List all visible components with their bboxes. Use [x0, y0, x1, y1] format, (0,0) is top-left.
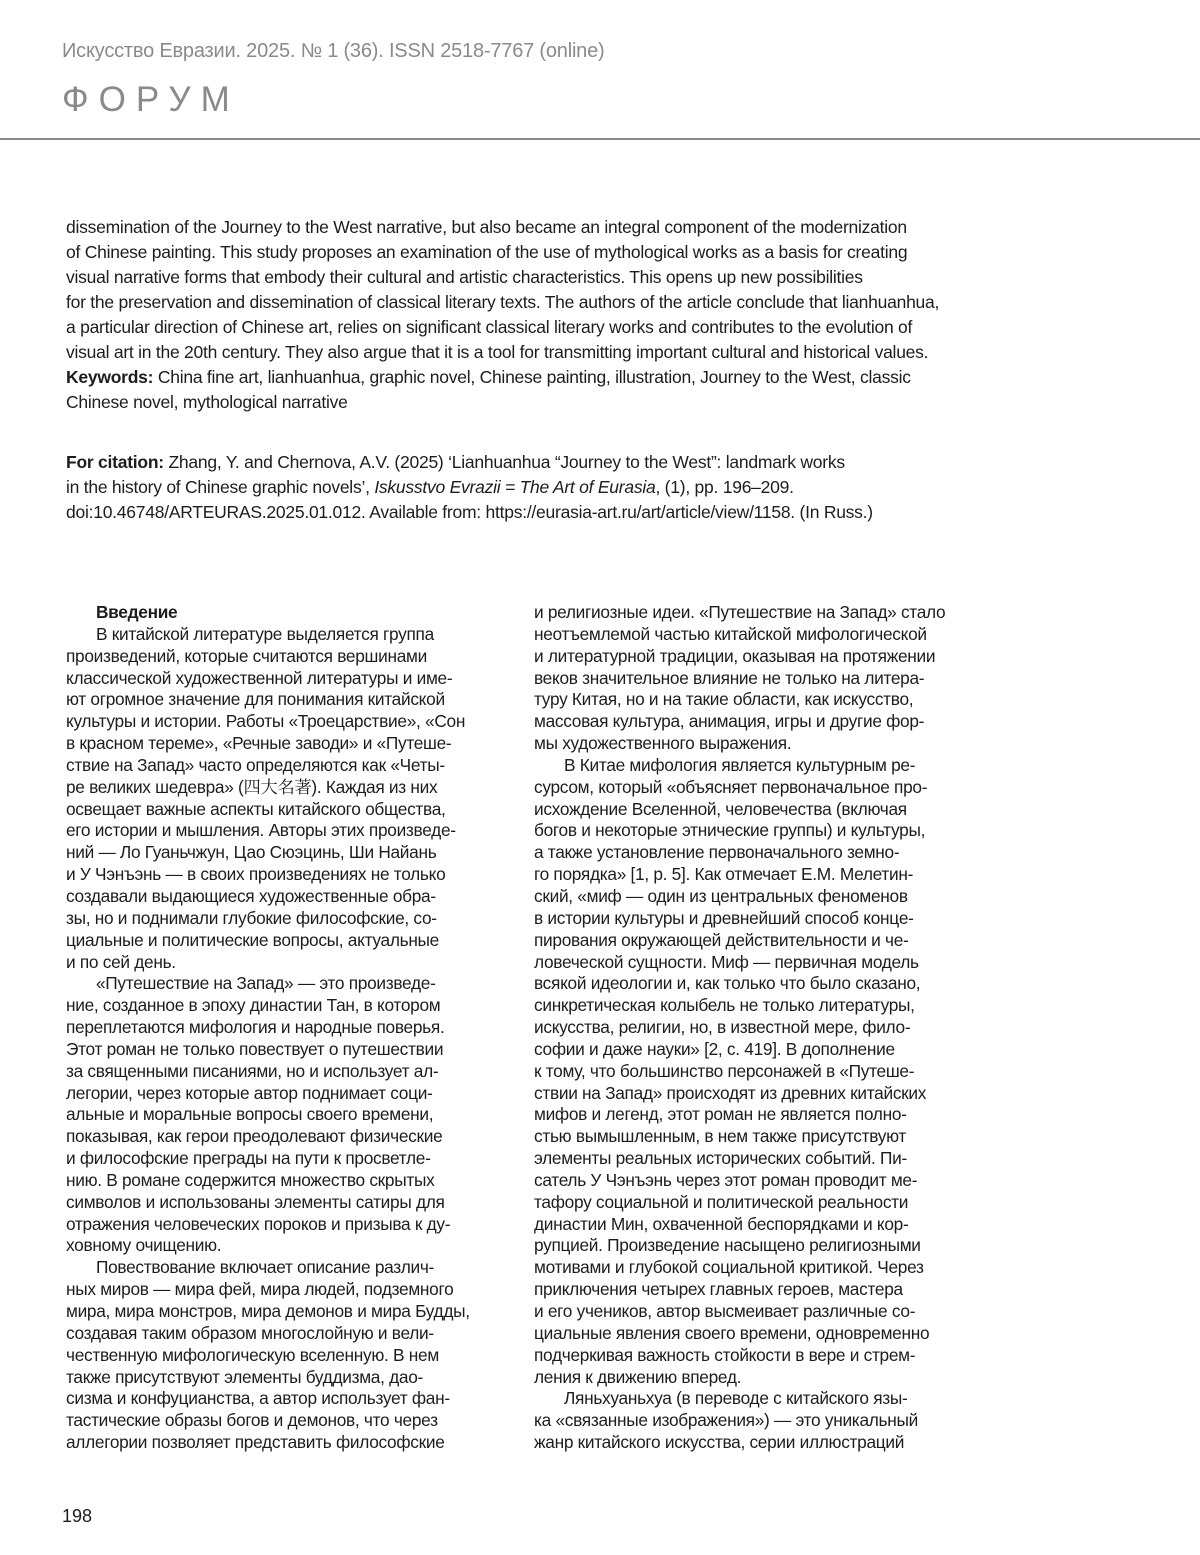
section-heading: Введение — [96, 602, 178, 622]
body-line: Повествование включает описание различ- — [96, 1257, 434, 1278]
body-line: зы, но и поднимали глубокие философские, со- — [66, 907, 437, 928]
body-line: за священными писаниями, но и использует ал- — [66, 1060, 439, 1081]
body-line: ховному очищению. — [66, 1235, 222, 1256]
body-line: создавая таким образом многослойную и вели- — [66, 1322, 434, 1343]
keywords-label: Keywords: — [66, 367, 154, 387]
citation-label: For citation: — [66, 452, 164, 472]
citation-doi-line[interactable]: doi:10.46748/ARTEURAS.2025.01.012. Available from: https://eurasia-art.ru/art/article/view/1158. (In Russ.) — [66, 502, 873, 522]
body-line: культуры и истории. Работы «Троецарствие», «Сон — [66, 711, 466, 732]
body-line: мира, мира монстров, мира демонов и мира Будды, — [66, 1301, 470, 1321]
abstract-line: a particular direction of Chinese art, relies on significant classical literary works and contributes to the evolution of — [66, 317, 913, 337]
citation-text: Zhang, Y. and Chernova, A.V. (2025) ‘Lianhuanhua “Journey to the West”: landmark works — [168, 452, 845, 472]
keywords-line: Chinese novel, mythological narrative — [66, 392, 348, 412]
body-line: массовая культура, анимация, игры и другие фор- — [534, 711, 925, 732]
citation-text: , (1), pp. 196–209. — [655, 477, 794, 497]
body-line: альные и моральные вопросы своего времени, — [66, 1104, 434, 1125]
body-line: стью вымышленным, в нем также присутствуют — [534, 1126, 906, 1147]
body-line: ления к движению вперед. — [534, 1366, 742, 1387]
body-line: жанр китайского искусства, серии иллюстраций — [534, 1432, 905, 1453]
body-line: и по сей день. — [66, 951, 176, 972]
body-line: также присутствуют элементы буддизма, дао- — [66, 1366, 423, 1387]
body-line: рупцией. Произведение насыщено религиозными — [534, 1235, 921, 1256]
abstract-line: dissemination of the Journey to the West narrative, but also became an integral component of the modernization — [66, 217, 907, 237]
body-line: а также установление первоначального земно- — [534, 842, 900, 863]
abstract — [66, 215, 960, 415]
body-line: ют огромное значение для понимания китайской — [66, 689, 445, 710]
keywords-text: China fine art, lianhuanhua, graphic novel, Chinese painting, illustration, Journey to the West, classic — [157, 367, 911, 387]
body-line: классической художественной литературы и име- — [66, 667, 453, 688]
body-line: неотъемлемой частью китайской мифологической — [534, 623, 927, 644]
body-line: к тому, что большинство персонажей в «Путеше- — [534, 1060, 915, 1081]
citation-text: in the history of Chinese graphic novels’, — [66, 477, 375, 497]
body-line: мы художественного выражения. — [534, 733, 792, 754]
body-line: туру Китая, но и на такие области, как искусство, — [534, 689, 914, 710]
body-line: В китайской литературе выделяется группа — [96, 623, 434, 644]
body-line: и философские преграды на пути к просветле- — [66, 1148, 431, 1169]
body-line: символов и использованы элементы сатиры для — [66, 1191, 445, 1212]
section-title: ФОРУМ — [62, 80, 240, 119]
body-line: го порядка» [1, p. 5]. Как отмечает Е.М. Мелетин- — [534, 864, 914, 885]
body-line: веков значительное влияние не только на литера- — [534, 667, 925, 688]
abstract-line: visual art in the 20th century. They also argue that it is a tool for transmitting important cultural and historical values. — [66, 342, 929, 362]
abstract-line: for the preservation and dissemination of classical literary texts. The authors of the article conclude that lianhuanhua, — [66, 292, 940, 312]
body-line: подчеркивая важность стойкости в вере и стрем- — [534, 1344, 916, 1365]
body-line: ловеческой сущности. Миф — первичная модель — [534, 951, 919, 972]
body-line: В Китае мифология является культурным ре- — [564, 754, 916, 775]
body-line: нию. В романе содержится множество скрытых — [66, 1169, 435, 1190]
body-line: искусства, религии, но, в известной мере, фило- — [534, 1017, 911, 1038]
keywords-line — [66, 365, 960, 390]
citation-line — [66, 475, 960, 500]
body-line: «Путешествие на Запад» — это произведе- — [96, 973, 436, 994]
citation-journal: Iskusstvo Evrazii = The Art of Eurasia — [374, 477, 656, 497]
body-line: показывая, как герои преодолевают физические — [66, 1126, 443, 1147]
body-line: ствии на Запад» происходят из древних китайских — [534, 1082, 927, 1103]
body-line: ных миров — мира фей, мира людей, подземного — [66, 1279, 454, 1300]
body-line: тафору социальной и политической реальности — [534, 1191, 909, 1212]
body-line: в истории культуры и древнейший способ концe- — [534, 907, 914, 928]
body-line: ний — Ло Гуаньчжун, Цао Сюэцинь, Ши Найань — [66, 842, 437, 863]
body-line: династии Мин, охваченной беспорядками и кор- — [534, 1213, 909, 1234]
abstract-line: of Chinese painting. This study proposes an examination of the use of mythological works as a basis for creating — [66, 242, 908, 262]
page-number: 198 — [62, 1506, 93, 1526]
body-line: легории, через которые автор поднимает соци- — [66, 1082, 433, 1103]
body-line: аллегории позволяет представить философские — [66, 1432, 445, 1453]
body-line: его истории и мышления. Авторы этих произведе- — [66, 820, 456, 841]
body-line: ский, «миф — один из центральных феноменов — [534, 885, 908, 906]
body-line: переплетаются мифология и народные поверья. — [66, 1017, 445, 1038]
body-line: мифов и легенд, этот роман не является полно- — [534, 1104, 907, 1125]
body-left-column — [66, 602, 490, 1454]
body-line: ствие на Запад» часто определяются как «Четы- — [66, 754, 445, 775]
body-line: и религиозные идеи. «Путешествие на Запад» стало — [534, 602, 946, 622]
body-line: всякой идеологии и, как только что было сказано, — [534, 973, 921, 994]
body-line: циальные и политические вопросы, актуальные — [66, 929, 439, 950]
body-line: и У Чэнъэнь — в своих произведениях не только — [66, 864, 446, 885]
body-line: пирования окружающей действительности и че- — [534, 929, 909, 950]
body-line: Этот роман не только повествует о путешествии — [66, 1038, 444, 1059]
abstract-line: visual narrative forms that embody their cultural and artistic characteristics. This opens up new possibilities — [66, 267, 863, 287]
body-line: элементы реальных исторических событий. Пи- — [534, 1148, 907, 1169]
body-line: ре великих шедевра» (四大名著). Каждая из них — [66, 776, 438, 797]
body-line: освещает важные аспекты китайского общества, — [66, 798, 446, 819]
body-line: в красном тереме», «Речные заводи» и «Путеше- — [66, 733, 452, 754]
body-line: тастические образы богов и демонов, что через — [66, 1410, 438, 1431]
body-line: ка «связанные изображения») — это уникальный — [534, 1410, 918, 1431]
body-line: Ляньхуаньхуа (в переводе с китайского язы- — [564, 1388, 908, 1409]
citation-line — [66, 450, 960, 475]
body-line: и литературной традиции, оказывая на протяжении — [534, 645, 936, 666]
body-line: циальные явления своего времени, одновременно — [534, 1322, 930, 1343]
body-line: богов и некоторые этнические группы) и культуры, — [534, 820, 926, 841]
body-line: отражения человеческих пороков и призыва к ду- — [66, 1213, 451, 1234]
body-line: мотивами и глубокой социальной критикой. Через — [534, 1257, 924, 1278]
body-line: произведений, которые считаются вершинами — [66, 645, 427, 666]
citation — [66, 450, 960, 525]
body-line: приключения четырех главных героев, мастера — [534, 1279, 903, 1300]
journal-header: Искусство Евразии. 2025. № 1 (36). ISSN 2518-7767 (online) — [62, 40, 605, 62]
body-line: чественную мифологическую вселенную. В нем — [66, 1344, 439, 1365]
body-line: сатель У Чэнъэнь через этот роман проводит ме- — [534, 1169, 918, 1190]
body-line: сурсом, который «объясняет первоначальное про- — [534, 776, 928, 797]
body-line: исхождение Вселенной, человечества (включая — [534, 798, 907, 819]
body-line: ние, созданное в эпоху династии Тан, в котором — [66, 995, 441, 1016]
body-line: сизма и конфуцианства, а автор использует фан- — [66, 1388, 450, 1409]
body-line: и его учеников, автор высмеивает различные со- — [534, 1301, 916, 1321]
body-line: софии и даже науки» [2, с. 419]. В дополнение — [534, 1038, 895, 1059]
body-line: создавали выдающиеся художественные обра- — [66, 885, 436, 906]
body-line: синкретическая колыбель не только литературы, — [534, 995, 915, 1016]
header-divider — [0, 138, 1200, 140]
body-right-column — [534, 602, 958, 1454]
